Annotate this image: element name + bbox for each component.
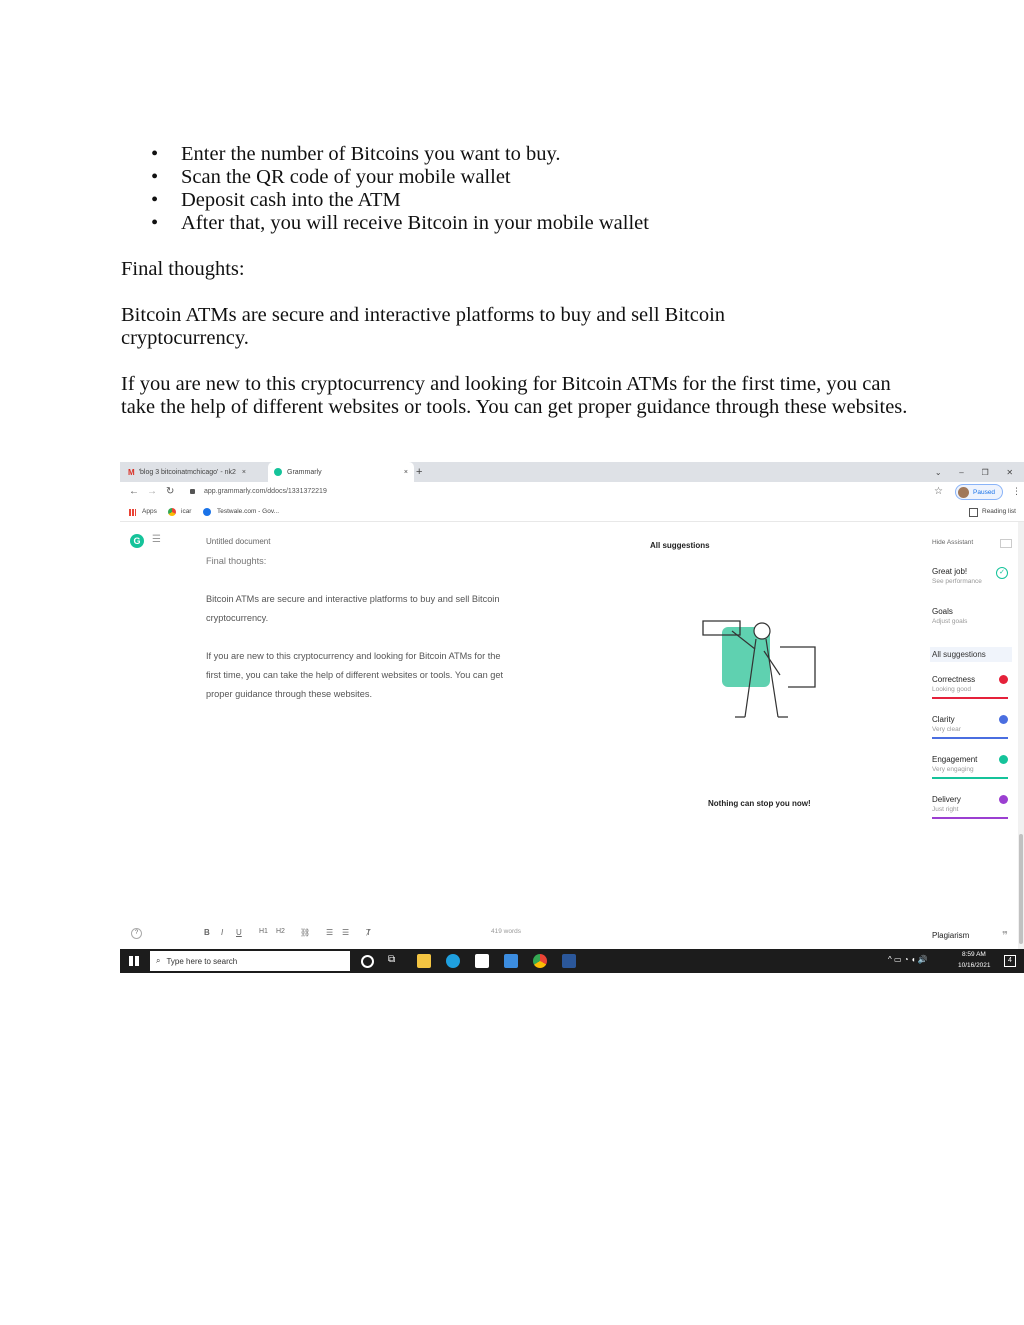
search-icon: ⌕ xyxy=(156,956,161,965)
grammarly-logo-icon[interactable]: G xyxy=(130,534,144,548)
tab-grammarly[interactable]: Grammarly × xyxy=(268,462,414,482)
browser-tab-bar xyxy=(120,462,1024,482)
bookmark-testwale[interactable]: Testwale.com - Gov... xyxy=(217,508,280,515)
underline-button[interactable]: U xyxy=(236,928,242,937)
notification-badge[interactable]: 4 xyxy=(1004,955,1016,967)
store-icon[interactable] xyxy=(475,954,489,968)
grammarly-icon xyxy=(274,468,282,476)
h2-button[interactable]: H2 xyxy=(276,928,285,935)
grammarly-app xyxy=(120,522,1024,949)
paragraph: Bitcoin ATMs are secure and interactive platforms to buy and sell Bitcoin cryptocurrency. xyxy=(121,304,726,349)
close-icon[interactable]: × xyxy=(241,468,246,476)
editor-text[interactable]: Final thoughts: Bitcoin ATMs are secure and interactive platforms to buy and sell Bitcoin cryptocurrency. If you are new to this cryptocurrency and looking for Bitcoin ATMs for the first time, you can take the help of different websites or tools. You can get proper guidance through these websites. xyxy=(206,552,503,704)
status-dot-icon xyxy=(999,755,1008,764)
close-window-icon[interactable]: ✕ xyxy=(1006,467,1014,477)
close-icon[interactable]: × xyxy=(403,468,408,476)
paragraph: If you are new to this cryptocurrency and looking for Bitcoin ATMs for the first time, you can take the help of different websites or tools. You can get proper guidance through these websites. xyxy=(121,373,908,418)
editor-toolbar xyxy=(120,928,920,944)
star-icon[interactable]: ☆ xyxy=(934,486,943,497)
embedded-screenshot xyxy=(120,462,1024,973)
bullet-glyph: • xyxy=(151,143,159,165)
section-heading: Final thoughts: xyxy=(121,258,245,280)
minimize-icon[interactable]: – xyxy=(959,467,964,477)
score-delivery[interactable]: Delivery Just right xyxy=(932,795,1008,819)
great-job-card[interactable]: Great job! See performance ✓ xyxy=(932,567,1008,585)
link-icon[interactable]: ⛓ xyxy=(300,928,311,937)
taskbar-search-input[interactable]: ⌕ Type here to search xyxy=(150,951,350,971)
address-bar-row xyxy=(120,482,1024,505)
bookmark-apps[interactable]: Apps xyxy=(142,508,157,515)
hide-assistant-button[interactable]: Hide Assistant xyxy=(932,539,1012,546)
goals-card[interactable]: Goals Adjust goals xyxy=(932,607,968,625)
scrollbar[interactable] xyxy=(1018,522,1024,949)
profile-button[interactable]: Paused xyxy=(955,484,1003,500)
back-icon[interactable]: ← xyxy=(129,486,139,497)
list-item: • Deposit cash into the ATM xyxy=(151,189,401,211)
bullet-glyph: • xyxy=(151,189,159,211)
reload-icon[interactable]: ↻ xyxy=(166,486,175,497)
empty-state-message: Nothing can stop you now! xyxy=(708,799,811,808)
reading-list-icon xyxy=(969,508,978,517)
bookmarks-bar xyxy=(120,504,1024,522)
chrome-taskbar-icon[interactable] xyxy=(533,954,547,968)
bullet-list-icon[interactable]: ☰ xyxy=(342,928,350,937)
bold-button[interactable]: B xyxy=(204,928,210,937)
restore-icon[interactable]: ❐ xyxy=(981,467,989,477)
apps-icon xyxy=(129,509,136,516)
h1-button[interactable]: H1 xyxy=(259,928,268,935)
lock-icon xyxy=(190,489,195,494)
clear-format-icon[interactable]: Ⱦ xyxy=(366,928,371,937)
document-body xyxy=(121,143,921,419)
word-count[interactable]: 419 words xyxy=(491,928,521,935)
new-tab-button[interactable]: + xyxy=(416,466,423,478)
suggestions-header: All suggestions xyxy=(650,541,710,550)
help-icon[interactable]: ? xyxy=(131,928,142,939)
window-controls xyxy=(926,462,1022,482)
clock-time[interactable]: 8:59 AM xyxy=(962,951,986,958)
gmail-icon: M xyxy=(128,467,135,477)
clock-date[interactable]: 10/16/2021 xyxy=(958,962,991,969)
avatar xyxy=(958,487,969,498)
chrome-icon xyxy=(168,508,176,516)
check-circle-icon: ✓ xyxy=(996,567,1008,579)
editor-heading: Final thoughts: xyxy=(206,556,267,566)
all-suggestions-tab[interactable]: All suggestions xyxy=(930,647,1012,662)
tab-gmail[interactable]: M 'blog 3 bitcoinatmchicago' - nk2 × xyxy=(128,467,246,477)
status-dot-icon xyxy=(999,795,1008,804)
hamburger-menu-icon[interactable]: ☰ xyxy=(152,534,161,545)
score-engagement[interactable]: Engagement Very engaging xyxy=(932,755,1008,779)
globe-icon xyxy=(203,508,211,516)
plagiarism-button[interactable]: Plagiarism ❞ xyxy=(932,930,1008,942)
edge-icon[interactable] xyxy=(446,954,460,968)
list-item: • Enter the number of Bitcoins you want to buy. xyxy=(151,143,561,165)
system-tray: ^ ▭ ◔ ◖ 🔊 xyxy=(888,955,928,964)
windows-start-icon[interactable] xyxy=(129,956,139,966)
menu-dots-icon[interactable]: ⋮ xyxy=(1012,486,1021,496)
doc-title[interactable]: Untitled document xyxy=(206,537,271,546)
list-item: • After that, you will receive Bitcoin in your mobile wallet xyxy=(151,212,649,234)
quote-icon: ❞ xyxy=(1002,930,1008,942)
url-input[interactable]: app.grammarly.com/ddocs/1331372219 xyxy=(204,488,327,495)
ordered-list-icon[interactable]: ☰ xyxy=(326,928,334,937)
score-correctness[interactable]: Correctness Looking good xyxy=(932,675,1008,699)
bullet-list xyxy=(121,143,921,235)
empty-state-illustration xyxy=(700,617,820,737)
chevron-down-icon[interactable]: ⌄ xyxy=(934,467,942,477)
list-item: • Scan the QR code of your mobile wallet xyxy=(151,166,511,188)
panel-icon xyxy=(1000,539,1012,548)
score-clarity[interactable]: Clarity Very clear xyxy=(932,715,1008,739)
word-icon[interactable] xyxy=(562,954,576,968)
file-explorer-icon[interactable] xyxy=(417,954,431,968)
italic-button[interactable]: I xyxy=(221,928,224,937)
bookmark-icar[interactable]: icar xyxy=(181,508,192,515)
reading-list[interactable]: Reading list xyxy=(982,508,1016,515)
task-view-icon[interactable]: ⧉ xyxy=(388,954,396,965)
bullet-glyph: • xyxy=(151,212,159,234)
cortana-icon[interactable] xyxy=(361,955,374,968)
status-dot-icon xyxy=(999,715,1008,724)
status-dot-icon xyxy=(999,675,1008,684)
bullet-glyph: • xyxy=(151,166,159,188)
forward-icon[interactable]: → xyxy=(147,486,157,497)
windows-taskbar xyxy=(120,949,1024,973)
mail-icon[interactable] xyxy=(504,954,518,968)
